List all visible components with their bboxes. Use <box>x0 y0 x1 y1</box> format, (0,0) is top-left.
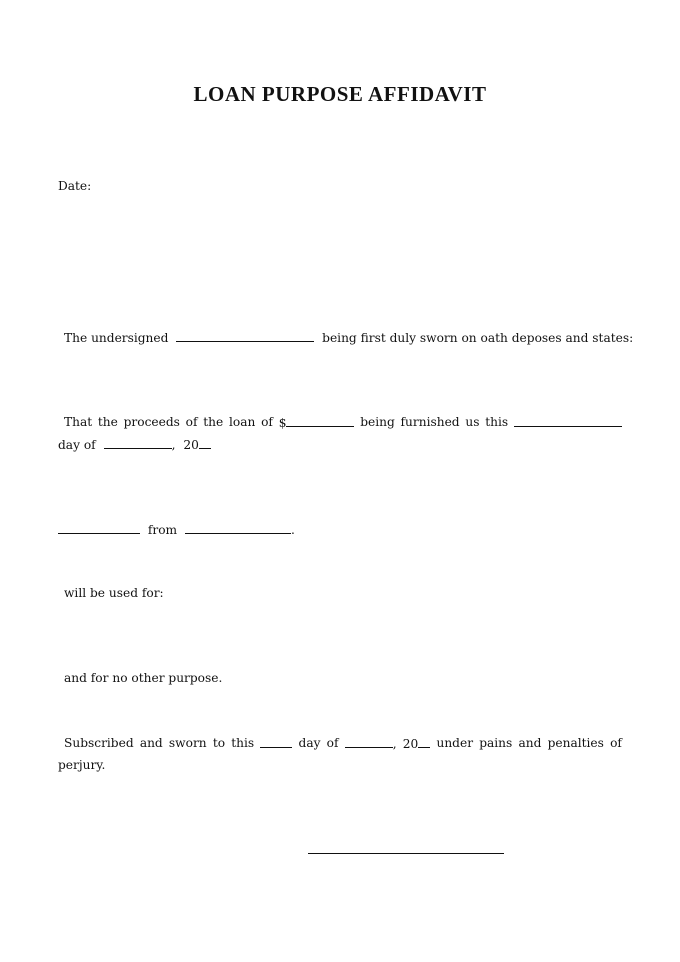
subscribed-word: sworn <box>168 736 207 750</box>
proceeds-word: of <box>261 415 273 429</box>
dollar-sign: $ <box>278 416 287 430</box>
proceeds-word: us <box>465 415 480 429</box>
proceeds-word: this <box>485 415 509 429</box>
from-right-blank[interactable] <box>185 521 291 534</box>
used-for-line: will be used for: <box>64 586 164 600</box>
proceeds-word: the <box>203 415 224 429</box>
subscribed-word: penalties <box>547 736 604 750</box>
subscribed-word: of <box>326 736 339 750</box>
sworn-month-blank[interactable] <box>345 735 393 748</box>
signature-line[interactable] <box>308 853 504 854</box>
undersigned-lead: The undersigned <box>64 331 169 345</box>
day-of-label: day of <box>58 438 96 452</box>
sworn-day-blank[interactable] <box>260 735 292 748</box>
subscribed-line <box>64 735 622 752</box>
from-line <box>58 521 295 538</box>
undersigned-name-blank[interactable] <box>176 329 314 342</box>
sworn-year-group <box>403 735 431 752</box>
proceeds-day-line <box>58 436 211 453</box>
subscribed-word: day <box>298 736 321 750</box>
proceeds-word: of <box>185 415 198 429</box>
subscribed-word: Subscribed <box>64 736 134 750</box>
subscribed-word: to <box>212 736 226 750</box>
proceeds-word: being <box>360 415 395 429</box>
from-label: from <box>147 523 178 537</box>
proceeds-word: That <box>64 415 93 429</box>
proceeds-word: the <box>97 415 118 429</box>
proceeds-word: furnished <box>400 415 460 429</box>
year-prefix: 20 <box>402 737 419 751</box>
proceeds-year-blank[interactable] <box>199 436 211 449</box>
undersigned-line <box>64 329 633 346</box>
subscribed-word: of <box>610 736 622 750</box>
loan-amount-blank[interactable] <box>286 414 354 427</box>
from-left-blank[interactable] <box>58 521 140 534</box>
comma: , <box>392 737 397 751</box>
sworn-year-blank[interactable] <box>418 735 430 748</box>
perjury-line: perjury. <box>58 758 106 772</box>
subscribed-word: and <box>139 736 163 750</box>
year-prefix: 20 <box>183 438 199 452</box>
subscribed-word: and <box>518 736 542 750</box>
undersigned-tail: being first duly sworn on oath deposes and states: <box>322 331 634 345</box>
subscribed-word: under <box>436 736 474 750</box>
no-other-purpose-line: and for no other purpose. <box>64 671 223 685</box>
subscribed-word: this <box>231 736 255 750</box>
subscribed-word: pains <box>479 736 513 750</box>
proceeds-line <box>64 414 622 431</box>
furnished-day-blank[interactable] <box>514 414 622 427</box>
proceeds-word: proceeds <box>123 415 180 429</box>
page-title: LOAN PURPOSE AFFIDAVIT <box>193 82 487 106</box>
proceeds-word: loan <box>228 415 256 429</box>
date-label: Date: <box>58 179 92 193</box>
proceeds-month-blank[interactable] <box>104 436 172 449</box>
sworn-month-group <box>345 735 397 752</box>
loan-amount-group <box>279 414 355 431</box>
period: . <box>290 523 295 537</box>
comma: , <box>171 438 176 452</box>
